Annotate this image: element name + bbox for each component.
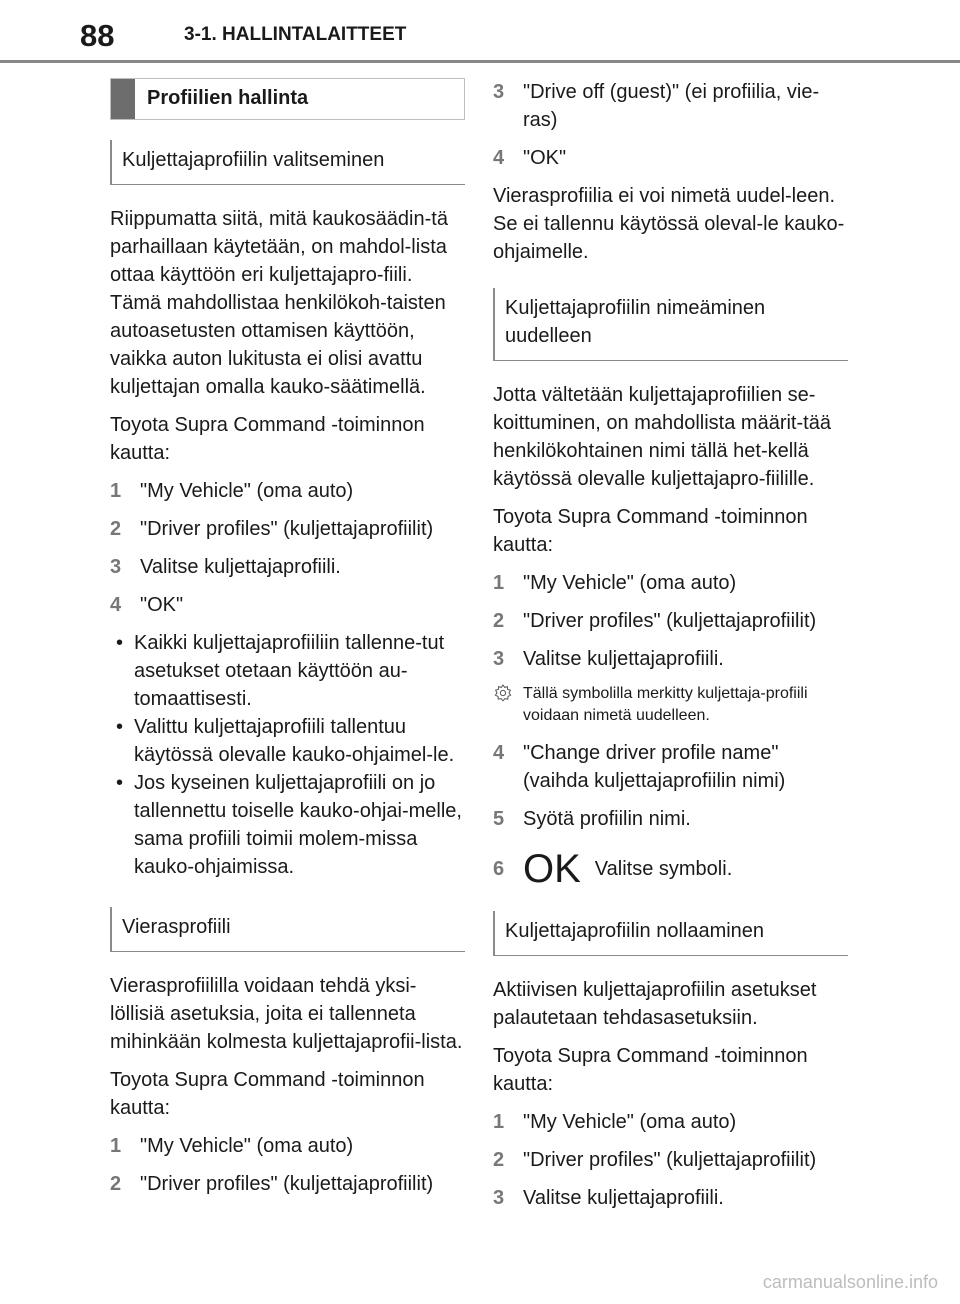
section-title: Profiilien hallinta [147, 87, 309, 109]
step-number: 3 [110, 556, 122, 578]
step-text: "My Vehicle" (oma auto) [523, 572, 737, 594]
step-text: "My Vehicle" (oma auto) [140, 480, 354, 502]
step [110, 515, 465, 543]
step [493, 569, 848, 597]
step [493, 1146, 848, 1174]
step-text: "Driver profiles" (kuljettajaprofiilit) [140, 1173, 434, 1195]
step-text: Valitse kuljettajaprofiili. [523, 648, 724, 670]
step [493, 1108, 848, 1136]
paragraph: Riippumatta siitä, mitä kaukosäädin-tä parhaillaan käytetään, on mahdol-lista ottaa käyttöön eri kuljettajapro-fiili. Tämä mahdollistaa henkilökoh-taisten autoasetusten ottamisen käyttöön, vaikka auton lukitusta ei olisi avattu kuljettajan omalla kauko-säätimellä. [110, 208, 448, 398]
step-number: 5 [493, 808, 505, 830]
paragraph: Jotta vältetään kuljettajaprofiilien se-koittuminen, on mahdollista määrit-tää henkilökohtainen nimi tällä het-kellä käytössä olevalle kuljettajapro-fiilille. [493, 384, 831, 490]
page-header [0, 0, 960, 64]
step-text: Syötä profiilin nimi. [523, 808, 691, 830]
watermark: carmanualsonline.info [762, 1272, 938, 1292]
bullet-item: • Jos kyseinen kuljettajaprofiili on jo tallennettu toiselle kauko-ohjai-melle, sama profiili toimii molem-missa kauko-ohjaimissa. [110, 769, 465, 881]
step [493, 607, 848, 635]
step [493, 78, 848, 134]
step [493, 144, 848, 172]
step-number: 3 [493, 1187, 505, 1209]
left-column [110, 78, 465, 1208]
note [493, 683, 848, 727]
step-number: 1 [493, 572, 505, 594]
paragraph: Toyota Supra Command -toiminnon kautta: [110, 414, 425, 464]
subheading-rename-profile: Kuljettajaprofiilin nimeäminen uudelleen [493, 288, 848, 361]
bullet-list [110, 629, 465, 881]
step-text: "Drive off (guest)" (ei profiilia, vie-ras) [523, 81, 820, 131]
step-number: 4 [493, 742, 505, 764]
chapter-title: 3-1. HALLINTALAITTEET [184, 24, 407, 45]
step-number: 1 [110, 1135, 122, 1157]
step [110, 1170, 465, 1198]
step-number: 2 [493, 1149, 505, 1171]
gear-icon [493, 683, 523, 727]
paragraph: Aktiivisen kuljettajaprofiilin asetukset palautetaan tehdasasetuksiin. [493, 979, 817, 1029]
paragraph: Toyota Supra Command -toiminnon kautta: [110, 1069, 425, 1119]
header-rule [0, 60, 960, 63]
subheading-select-profile: Kuljettajaprofiilin valitseminen [110, 140, 465, 185]
step-text: "OK" [140, 594, 184, 616]
step [110, 553, 465, 581]
right-column [493, 78, 848, 1222]
step-number: 6 [493, 858, 505, 880]
step [110, 591, 465, 619]
paragraph: Toyota Supra Command -toiminnon kautta: [493, 1045, 808, 1095]
step-text: "Driver profiles" (kuljettajaprofiilit) [140, 518, 434, 540]
step-text: "Driver profiles" (kuljettajaprofiilit) [523, 1149, 817, 1171]
step [110, 1132, 465, 1160]
step-number: 3 [493, 648, 505, 670]
step-number: 1 [110, 480, 122, 502]
bullet-item: • Valittu kuljettajaprofiili tallentuu käytössä olevalle kauko-ohjaimel-le. [110, 713, 465, 769]
step [493, 849, 848, 889]
paragraph: Toyota Supra Command -toiminnon kautta: [493, 506, 808, 556]
ok-symbol-icon: OK [523, 847, 581, 891]
step-text: "Driver profiles" (kuljettajaprofiilit) [523, 610, 817, 632]
step-number: 4 [493, 147, 505, 169]
step-text: Valitse kuljettajaprofiili. [523, 1187, 724, 1209]
step [110, 477, 465, 505]
step-text: Valitse symboli. [594, 858, 733, 880]
step-text: "OK" [523, 147, 567, 169]
step-text: "Change driver profile name" (vaihda kuljettajaprofiilin nimi) [523, 742, 786, 792]
section-title-bar [110, 78, 465, 120]
step-number: 2 [110, 518, 122, 540]
step-text: Valitse kuljettajaprofiili. [140, 556, 341, 578]
step-number: 2 [110, 1173, 122, 1195]
step-number: 4 [110, 594, 122, 616]
section-marker [111, 79, 135, 119]
step-number: 1 [493, 1111, 505, 1133]
step-number: 2 [493, 610, 505, 632]
page-number: 88 [80, 18, 115, 53]
step-text: "My Vehicle" (oma auto) [140, 1135, 354, 1157]
step [493, 739, 848, 795]
step [493, 645, 848, 673]
paragraph: Vierasprofiililla voidaan tehdä yksi-löllisiä asetuksia, joita ei tallenneta mihinkään kolmesta kuljettajaprofii-lista. [110, 975, 463, 1053]
subheading-guest-profile: Vierasprofiili [110, 907, 465, 952]
note-text: Tällä symbolilla merkitty kuljettaja-profiili voidaan nimetä uudelleen. [523, 685, 808, 724]
step-text: "My Vehicle" (oma auto) [523, 1111, 737, 1133]
step-number: 3 [493, 81, 505, 103]
subheading-reset-profile: Kuljettajaprofiilin nollaaminen [493, 911, 848, 956]
step [493, 805, 848, 833]
bullet-item: • Kaikki kuljettajaprofiiliin tallenne-tut asetukset otetaan käyttöön au-tomaattisesti. [110, 629, 465, 713]
step [493, 1184, 848, 1212]
paragraph: Vierasprofiilia ei voi nimetä uudel-leen. Se ei tallennu käytössä oleval-le kauko-ohjaimelle. [493, 185, 845, 263]
